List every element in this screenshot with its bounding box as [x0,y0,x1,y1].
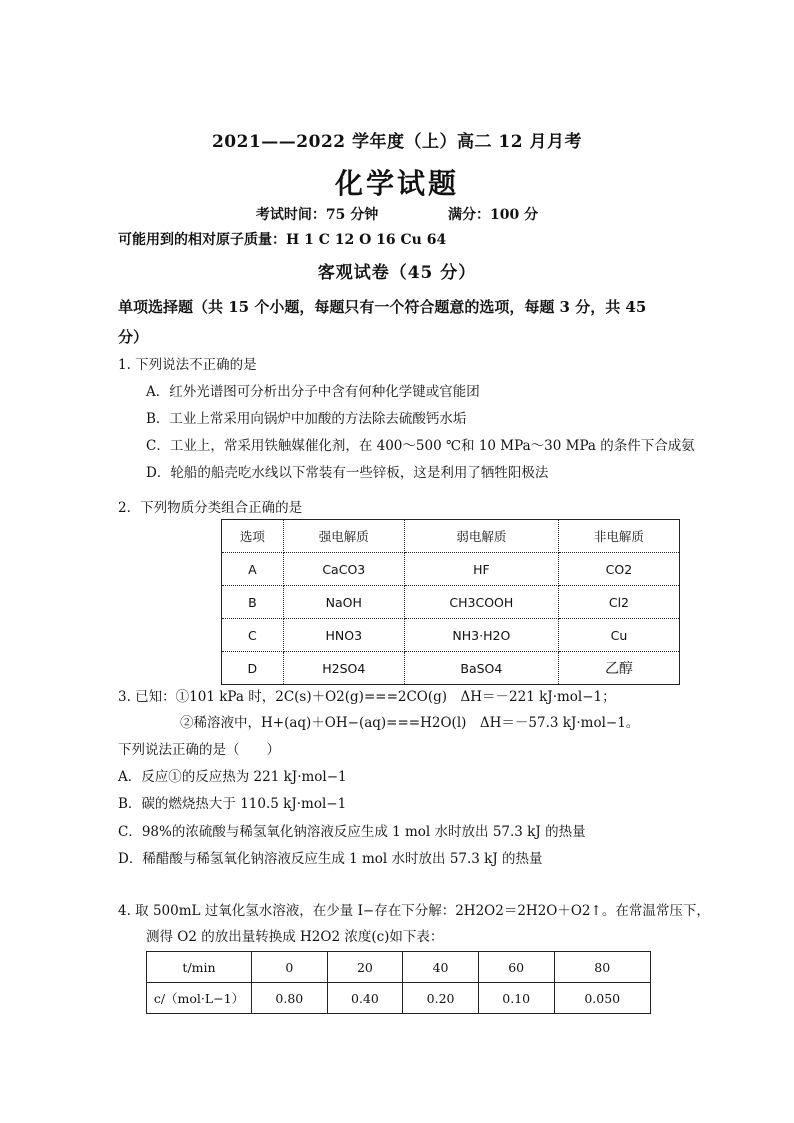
q3-option-b: B．碳的燃烧热大于 110.5 kJ·mol−1 [118,796,347,812]
q4-table [146,951,651,1014]
table-cell: H2SO4 [283,652,404,685]
table-row [147,983,651,1014]
header-cell: 强电解质 [283,520,404,553]
table-cell: Cu [558,619,679,652]
table-row [222,553,680,586]
table-cell: BaSO4 [404,652,558,685]
table-cell: C [222,619,284,652]
table-cell: HF [404,553,558,586]
q3-option-c: C．98%的浓硫酸与稀氢氧化钠溶液反应生成 1 mol 水时放出 57.3 kJ 的热量 [118,824,586,840]
header-cell: 选项 [222,520,284,553]
q3-option-d: D．稀醋酸与稀氢氧化钠溶液反应生成 1 mol 水时放出 57.3 kJ 的热量 [118,851,543,867]
table-cell: 40 [403,952,479,983]
q1-option-b: B．工业上常采用向锅炉中加酸的方法除去硫酸钙水垢 [146,411,467,427]
table-cell: 60 [478,952,554,983]
table-row [222,619,680,652]
table-row [222,652,680,685]
q3-given-1: 3. 已知：①101 kPa 时，2C(s)＋O2(g)===2CO(g) ΔH＝－221 kJ·mol−1； [118,689,616,705]
q1-stem: 1. 下列说法不正确的是 [118,357,257,373]
q1-option-d: D．轮船的船壳吃水线以下常装有一些锌板，这是利用了牺牲阳极法 [146,465,549,481]
q2-stem: 2．下列物质分类组合正确的是 [118,500,303,516]
table-cell: 0.050 [554,983,651,1014]
table-cell: Cl2 [558,586,679,619]
table-row [147,952,651,983]
header-cell: 非电解质 [558,520,679,553]
table-cell: CO2 [558,553,679,586]
table-cell: 20 [327,952,403,983]
q4-stem: 4. 取 500mL 过氧化氢水溶液，在少量 I−存在下分解：2H2O2＝2H2O＋O2↑。在常温常压下， [118,903,710,919]
table-cell: 0.80 [252,983,328,1014]
row-label: c/（mol·L−1） [147,983,252,1014]
table-cell: NH3·H2O [404,619,558,652]
table-cell: 0.20 [403,983,479,1014]
table-cell: NaOH [283,586,404,619]
q3-given-2: ②稀溶液中，H+(aq)＋OH−(aq)===H2O(l) ΔH＝－57.3 kJ·mol−1。 [180,715,640,731]
q4-stem-cont: 测得 O2 的放出量转换成 H2O2 浓度(c)如下表： [146,929,444,945]
section-instruction: 单项选择题（共 15 个小题，每题只有一个符合题意的选项，每题 3 分，共 45 [118,298,647,316]
subject-title: 化学试题 [334,167,459,200]
table-cell: CH3COOH [404,586,558,619]
q1-option-c: C．工业上，常采用铁触媒催化剂，在 400～500 ℃和 10 MPa～30 MPa 的条件下合成氨 [146,438,695,454]
table-cell: 80 [554,952,651,983]
table-cell: 0 [252,952,328,983]
section-title: 客观试卷（45 分） [317,263,477,283]
table-cell: B [222,586,284,619]
row-label: t/min [147,952,252,983]
table-row [222,586,680,619]
q2-table [221,519,680,685]
q3-option-a: A．反应①的反应热为 221 kJ·mol−1 [118,769,347,785]
exam-time: 考试时间：75 分钟 [255,207,379,223]
exam-title: 2021——2022 学年度（上）高二 12 月月考 [211,132,583,152]
table-cell: 0.10 [478,983,554,1014]
q1-option-a: A．红外光谱图可分析出分子中含有何种化学键或官能团 [146,384,480,400]
table-cell: HNO3 [283,619,404,652]
table-cell: CaCO3 [283,553,404,586]
atomic-mass-line: 可能用到的相对原子质量：H 1 C 12 O 16 Cu 64 [118,232,447,248]
full-score: 满分：100 分 [448,207,539,223]
section-instruction-cont: 分） [118,328,149,346]
table-cell: A [222,553,284,586]
table-cell: D [222,652,284,685]
table-cell: 乙醇 [558,652,679,685]
header-cell: 弱电解质 [404,520,558,553]
exam-meta [0,204,794,224]
table-header-row [222,520,680,553]
table-cell: 0.40 [327,983,403,1014]
q3-stem: 下列说法正确的是（ ） [118,742,280,758]
